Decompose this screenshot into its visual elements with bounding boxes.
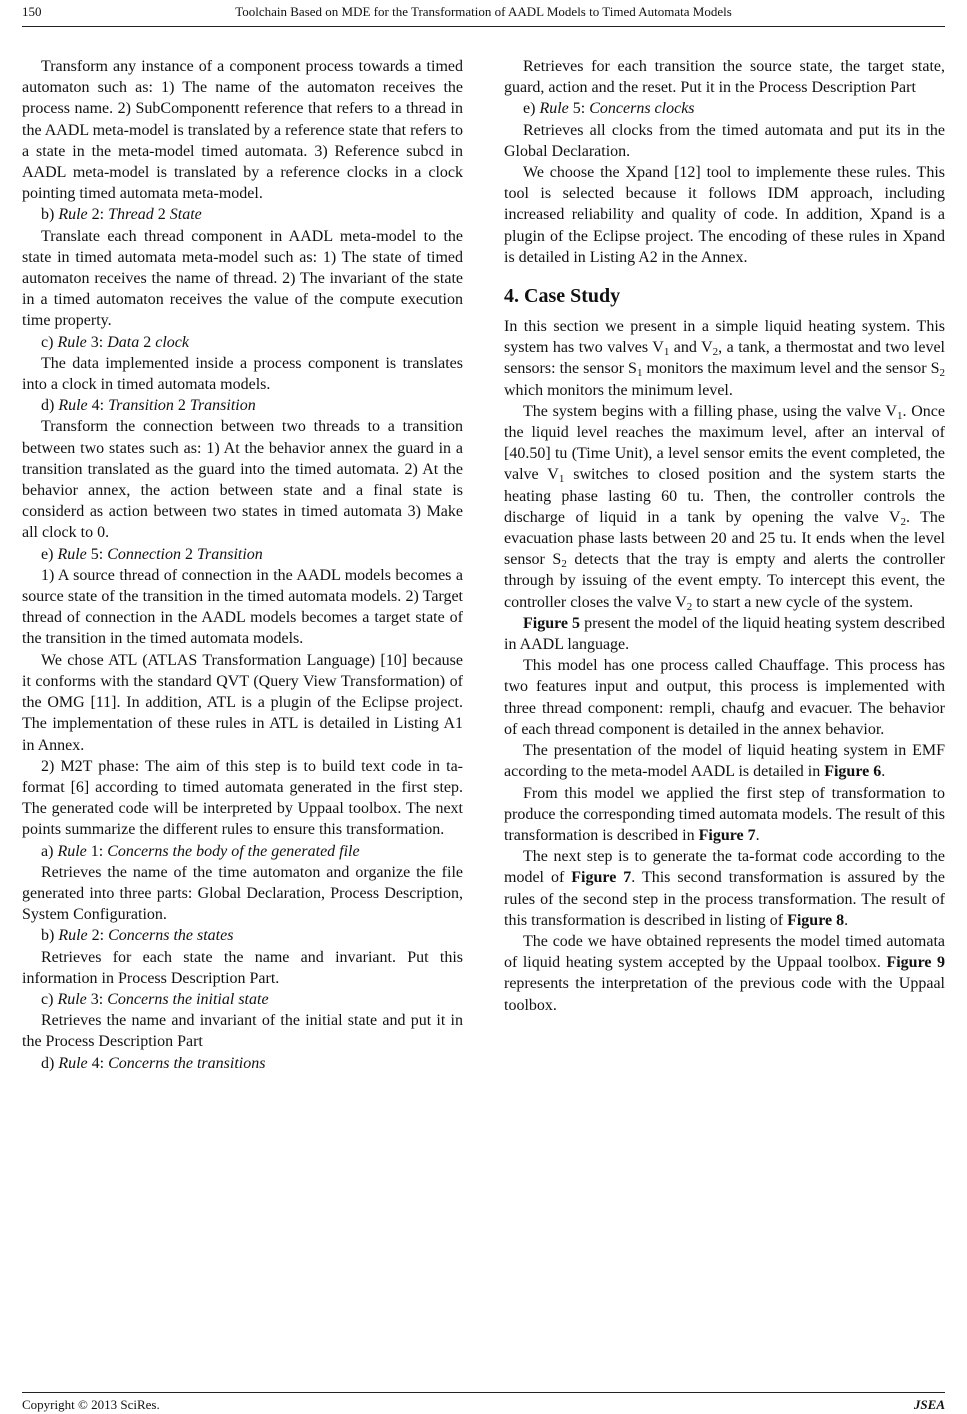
journal-abbrev: JSEA xyxy=(913,1397,945,1412)
rule-heading: c) Rule 3: Concerns the initial state xyxy=(41,990,269,1008)
paragraph: The data implemented inside a process component is translates into a clock in timed automata models. xyxy=(22,354,463,394)
paragraph: The next step is to generate the ta-format code according to the model of Figure 7. This second transformation is assured by the rules of the second step in the process transformation. The result of this transformation is described in listing of Figure 8. xyxy=(504,848,946,929)
paragraph: We choose the Xpand [12] tool to implemente these rules. This tool is selected because it follows IDM approach, including increased reliability and quality of code. In addition, Xpand is a plugin of the Eclipse project. The encoding of these rules in Xpand is detailed in Listing A2 in the Annex. xyxy=(504,164,945,266)
rule-heading: d) Rule 4: Concerns the transitions xyxy=(41,1054,266,1072)
paragraph: Retrieves for each transition the source state, the target state, guard, action and the reset. Put it in the Process Description Part xyxy=(504,58,945,97)
paragraph: The system begins with a filling phase, using the valve $V_1$. Once the liquid level reaches the maximum level, after an interval of [40.50] tu (Time Unit), a level sensor emits the event completed, the valve $V_1$ switches to closed position and the system starts the heating phase lasting 60 tu. Then, the controller controls the discharge of liquid in a tank by opening the valve $V_2$. The evacuation phase lasts between 20 and 25 tu. It ends when the level sensor $S_2$ detects that the tray is empty and alerts the controller through by issuing of the event empty. To intercept this event, the controller closes the valve $V_2$ to start a new cycle of the system. xyxy=(504,402,946,613)
copyright-notice: Copyright © 2013 SciRes. xyxy=(22,1397,160,1412)
rule-heading: a) Rule 1: Concerns the body of the generated file xyxy=(41,842,360,860)
paragraph: Transform any instance of a component process towards a timed automaton such as: 1) The name of the automaton receives the process name. 2) SubComponentt reference that refers to a thread in the AADL meta-model is translated by a reference state that refers to a state in the meta-model timed automata. 3) Reference subcd in AADL meta-model is translated by a reference clocks in a clock pointing timed automata meta-model. xyxy=(22,58,463,203)
paragraph: In this section we present in a simple liquid heating system. This system has two valves $V_1$ and $V_2$, a tank, a thermostat and two level sensors: the sensor $S_1$ monitors the maximum level and the sensor $S_2$ which monitors the minimum level. xyxy=(504,318,946,399)
figure-ref[interactable]: Figure 5 xyxy=(523,614,581,632)
paragraph: We chose ATL (ATLAS Transformation Language) [10] because it conforms with the standard QVT (Query View Transformation) of the OMG [11]. In addition, ATL is a plugin of the Eclipse project. The implementation of these rules in ATL is detailed in Listing A1 in Annex. xyxy=(22,651,463,754)
figure-ref[interactable]: Figure 9 xyxy=(886,954,946,972)
rule-heading: b) Rule 2: Thread 2 State xyxy=(41,206,202,224)
rule-heading: e) Rule 5: Concerns clocks xyxy=(523,100,695,118)
paragraph: Retrieves for each state the name and invariant. Put this information in Process Description Part. xyxy=(22,948,463,987)
paragraph: Transform the connection between two threads to a transition between two states such as: 1) At the behavior annex the guard in a transition translated as the guard into the timed automata. 2) At the behavior annex, the action between state and a final state is considerd as action between two states in timed automata 3) Make all clock to 0. xyxy=(22,418,463,542)
figure-ref[interactable]: Figure 8 xyxy=(787,911,845,929)
paragraph: This model has one process called Chauffage. This process has two features input and output, this process is implemented with three thread component: rempli, chaufg and evacuer. The behavior of each thread component is detailed in the annex behavior. xyxy=(504,657,945,738)
rule-heading: d) Rule 4: Transition 2 Transition xyxy=(41,397,256,415)
page-footer xyxy=(22,1392,945,1411)
rule-heading: b) Rule 2: Concerns the states xyxy=(41,927,234,945)
paragraph: 2) M2T phase: The aim of this step is to build text code in ta-format [6] according to timed automata generated in the first step. The generated code will be interpreted by Uppaal toolbox. The next points summarize the different rules to ensure this transformation. xyxy=(22,757,463,839)
paragraph: 1) A source thread of connection in the AADL models becomes a source state of the transition in the timed automata models. 2) Target thread of connection in the AADL models becomes a target state of the transition in the timed automata models. xyxy=(22,566,463,648)
rule-heading: c) Rule 3: Data 2 clock xyxy=(41,333,189,351)
paragraph: Figure 5 present the model of the liquid heating system described in AADL language. xyxy=(504,614,946,654)
right-column xyxy=(504,56,945,1016)
paragraph: Retrieves the name and invariant of the initial state and put it in the Process Description Part xyxy=(22,1012,463,1051)
left-column xyxy=(22,56,463,1074)
rule-heading: e) Rule 5: Connection 2 Transition xyxy=(41,545,263,563)
paragraph: From this model we applied the first step of transformation to produce the corresponding timed automata models. The result of this transformation is described in Figure 7. xyxy=(504,784,945,844)
page-number: 150 xyxy=(22,4,42,19)
running-title: Toolchain Based on MDE for the Transformation of AADL Models to Timed Automata Models xyxy=(235,4,732,19)
figure-ref[interactable]: Figure 7 xyxy=(571,869,632,887)
section-heading: 4. Case Study xyxy=(504,285,621,308)
paragraph: The code we have obtained represents the model timed automata of liquid heating system accepted by the Uppaal toolbox. Figure 9 represents the interpretation of the previous code with the Uppaal toolbox. xyxy=(504,932,946,1014)
paragraph: The presentation of the model of liquid heating system in EMF according to the meta-model AADL is detailed in Figure 6. xyxy=(504,742,945,781)
paragraph: Translate each thread component in AADL meta-model to the state in timed automata meta-model such as: 1) The state of timed automaton receives the name of thread. 2) The invariant of the state in a timed automaton receives the value of the compute execution time property. xyxy=(22,227,463,330)
figure-ref[interactable]: Figure 7 xyxy=(698,826,756,844)
paragraph: Retrieves all clocks from the timed automata and put its in the Global Declaration. xyxy=(504,121,945,160)
paragraph: Retrieves the name of the time automaton and organize the file generated into three parts: Global Declaration, Process Description, System Configuration. xyxy=(22,863,463,924)
running-header xyxy=(22,0,945,27)
figure-ref[interactable]: Figure 6 xyxy=(824,763,882,781)
